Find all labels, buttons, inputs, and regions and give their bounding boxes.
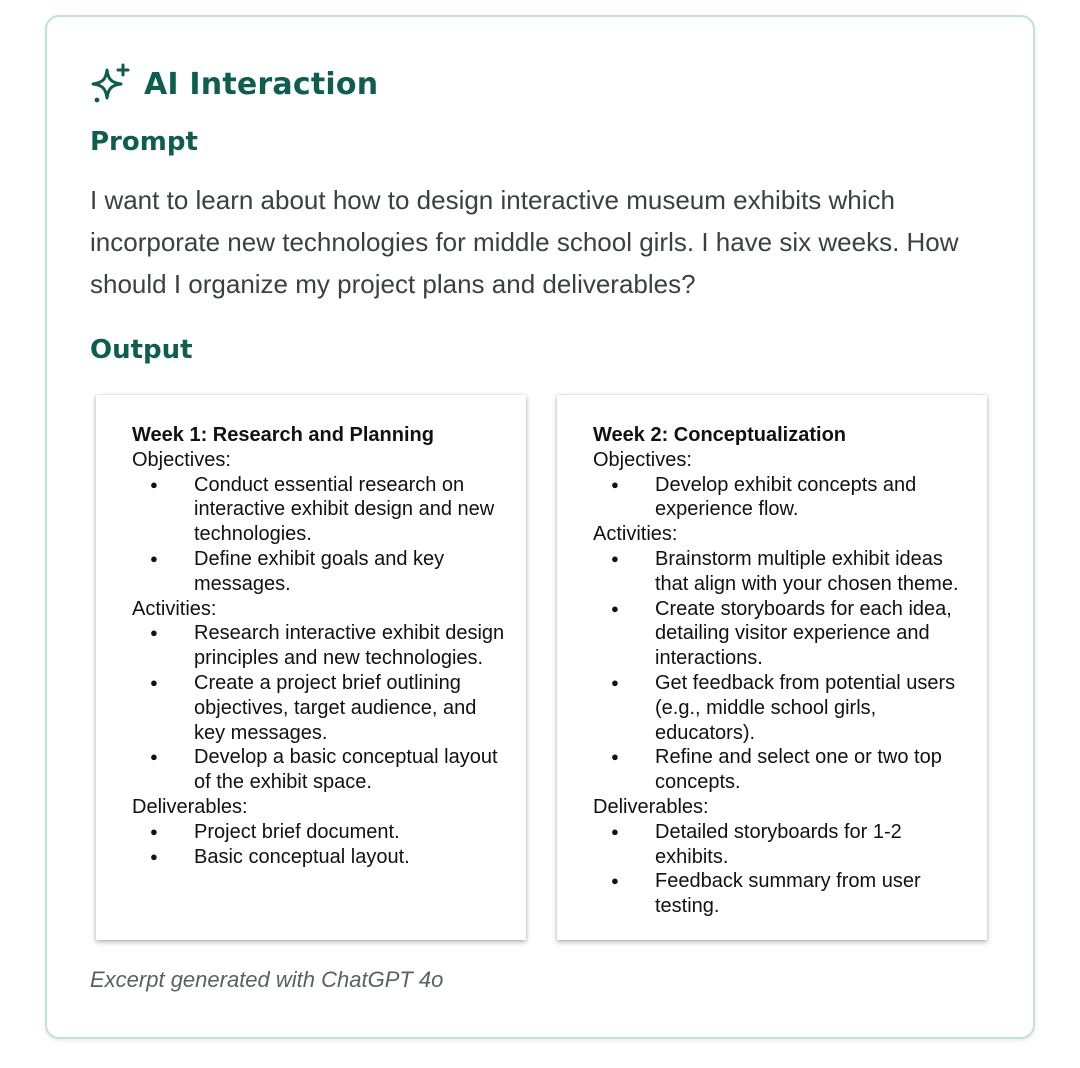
list-item: ● Detailed storyboards for 1-2 exhibits. <box>655 820 967 870</box>
card-title: AI Interaction <box>144 66 379 102</box>
prompt-label: Prompt <box>90 127 198 157</box>
week-1-activities-list <box>132 621 506 795</box>
list-item: ● Research interactive exhibit design principles and new technologies. <box>194 621 506 671</box>
week-2-objectives-list <box>593 473 967 523</box>
week-1-deliverables-list <box>132 820 506 870</box>
week-1-objectives-label: Objectives: <box>132 448 231 471</box>
sparkle-icon <box>90 63 132 105</box>
output-label: Output <box>90 335 193 365</box>
ai-interaction-card <box>45 15 1035 1039</box>
list-item: ● Project brief document. <box>194 820 506 845</box>
week-2-deliverables-label: Deliverables: <box>593 795 709 818</box>
card-header <box>90 63 378 105</box>
week-2-document <box>557 395 987 940</box>
week-1-title: Week 1: Research and Planning <box>132 424 434 446</box>
list-item: ● Conduct essential research on interactive exhibit design and new technologies. <box>194 473 506 547</box>
list-item: ● Develop a basic conceptual layout of the exhibit space. <box>194 745 506 795</box>
week-2-title: Week 2: Conceptualization <box>593 424 847 446</box>
prompt-text: I want to learn about how to design interactive museum exhibits which incorporate new technologies for middle school girls. I have six weeks. How should I organize my project plans and deliverables? <box>90 185 959 299</box>
list-item: ● Refine and select one or two top concepts. <box>655 745 967 795</box>
week-2-activities-list <box>593 547 967 795</box>
list-item: ● Get feedback from potential users (e.g., middle school girls, educators). <box>655 671 967 745</box>
week-1-deliverables-label: Deliverables: <box>132 795 248 818</box>
week-1-document <box>96 395 526 940</box>
list-item: ● Create storyboards for each idea, detailing visitor experience and interactions. <box>655 597 967 671</box>
list-item: ● Basic conceptual layout. <box>194 845 506 870</box>
list-item: ● Brainstorm multiple exhibit ideas that align with your chosen theme. <box>655 547 967 597</box>
list-item: ● Develop exhibit concepts and experience flow. <box>655 473 967 523</box>
list-item: ● Create a project brief outlining objectives, target audience, and key messages. <box>194 671 506 745</box>
week-2-objectives-label: Objectives: <box>593 448 692 471</box>
week-2-activities-label: Activities: <box>593 523 678 546</box>
week-1-activities-label: Activities: <box>132 597 217 620</box>
list-item: ● Define exhibit goals and key messages. <box>194 547 506 597</box>
list-item: ● Feedback summary from user testing. <box>655 869 967 919</box>
caption: Excerpt generated with ChatGPT 4o <box>90 967 444 992</box>
week-1-objectives-list <box>132 473 506 597</box>
week-2-deliverables-list <box>593 820 967 919</box>
